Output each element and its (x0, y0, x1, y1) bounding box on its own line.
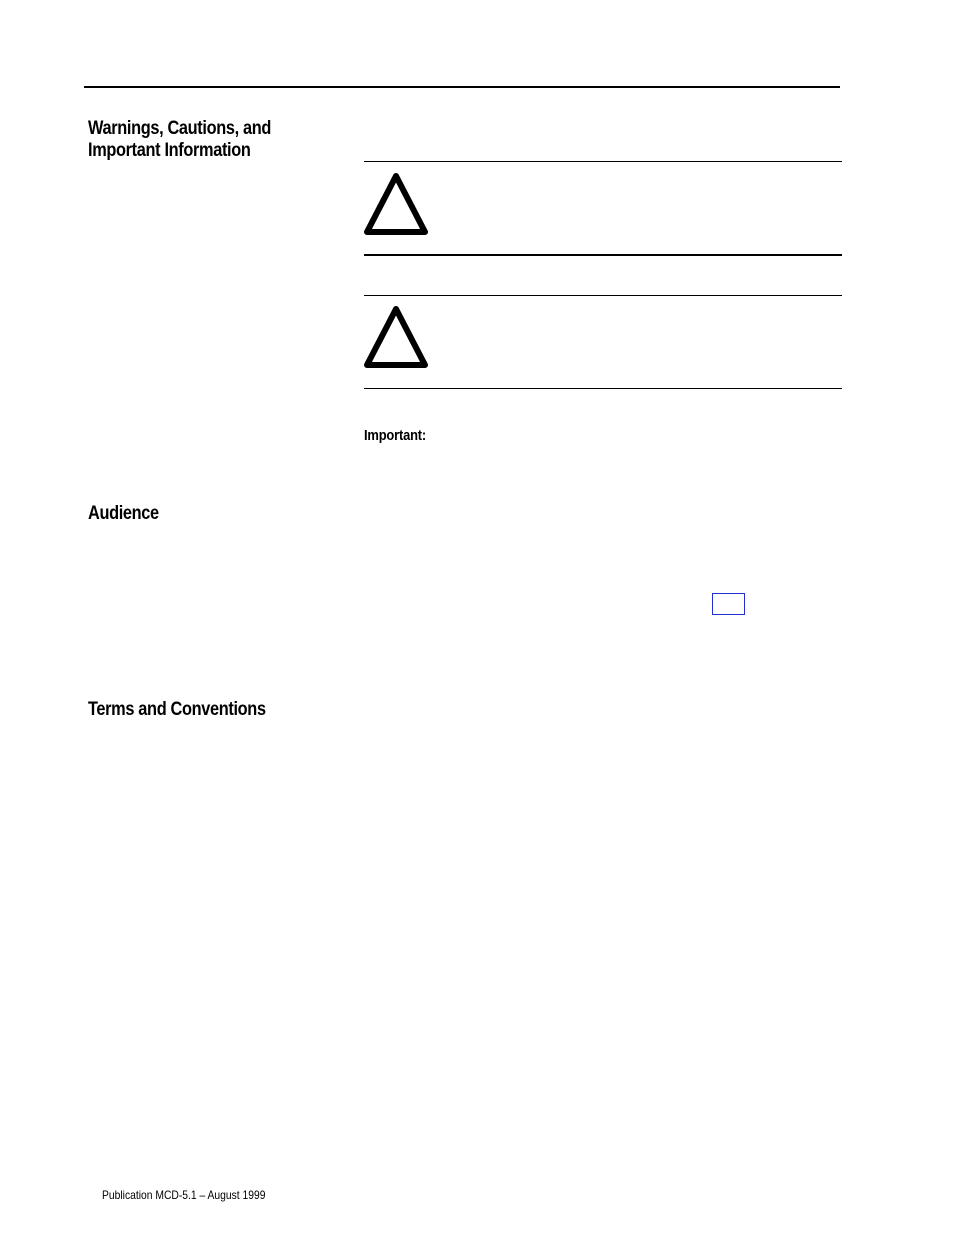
publication-footer: Publication MCD-5.1 – August 1999 (102, 1188, 266, 1202)
caution-top-rule (364, 295, 842, 296)
caution-triangle-icon (362, 301, 430, 369)
heading-line-1: Warnings, Cautions, and (88, 118, 272, 139)
warning-bottom-rule (364, 254, 842, 256)
caution-bottom-rule (364, 388, 842, 389)
section-heading-terms (88, 699, 266, 721)
terms-heading-text: Terms and Conventions (88, 699, 266, 720)
cross-reference-link[interactable] (712, 593, 745, 615)
audience-heading-text: Audience (88, 503, 159, 524)
header-rule (84, 86, 840, 88)
section-heading-audience (88, 503, 159, 525)
warning-top-rule (364, 161, 842, 162)
section-heading-warnings (88, 118, 271, 162)
warning-triangle-icon (362, 168, 430, 236)
important-label: Important: (364, 427, 427, 444)
heading-line-2: Important Information (88, 140, 251, 161)
